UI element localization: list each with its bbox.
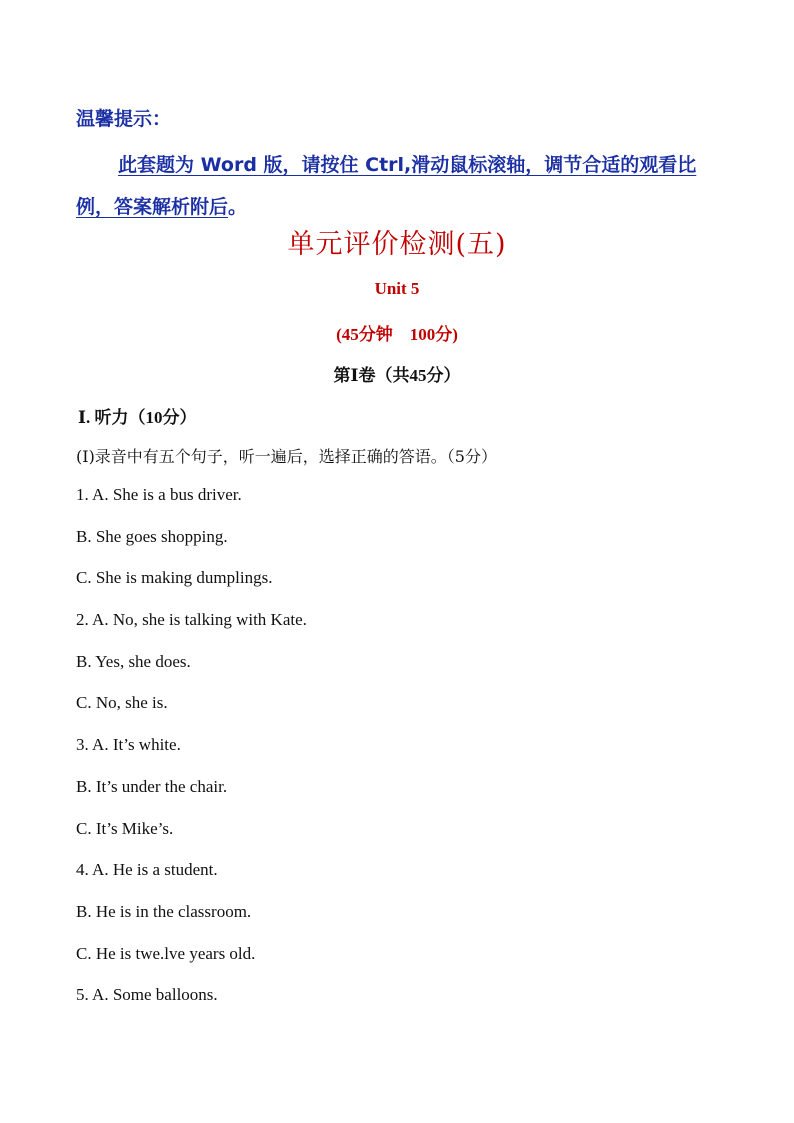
question-line: 2. A. No, she is talking with Kate. xyxy=(76,610,307,630)
question-list xyxy=(76,485,307,1027)
page-title: 单元评价检测(五) xyxy=(287,229,507,260)
section-heading: Ⅰ. 听力（10分） xyxy=(78,408,197,427)
unit-label: Unit 5 xyxy=(374,279,420,298)
question-line: 1. A. She is a bus driver. xyxy=(76,485,242,504)
section-instruction: (Ⅰ)录音中有五个句子，听一遍后，选择正确的答语。（5分） xyxy=(76,447,497,466)
question-line: B. He is in the classroom. xyxy=(76,901,252,921)
tip-end-mark: 。 xyxy=(228,196,248,218)
question-line: C. She is making dumplings. xyxy=(76,568,273,588)
question-line: C. No, she is. xyxy=(76,693,168,713)
question-line: C. It’s Mike’s. xyxy=(76,818,174,838)
question-line: B. Yes, she does. xyxy=(76,651,191,671)
time-score-label: (45分钟 100分) xyxy=(336,325,458,344)
question-line: 5. A. Some balloons. xyxy=(76,985,218,1005)
tip-title: 温馨提示： xyxy=(76,108,172,130)
tip-instruction-text: 此套题为 Word 版，请按住 Ctrl,滑动鼠标滚轴，调节合适的观看比例，答案解析附后 xyxy=(76,154,697,218)
question-line: 4. A. He is a student. xyxy=(76,860,218,880)
question-line: 3. A. It’s white. xyxy=(76,735,181,755)
part-heading: 第Ⅰ卷（共45分） xyxy=(333,366,461,385)
tip-body xyxy=(76,144,721,228)
question-line: B. She goes shopping. xyxy=(76,526,228,546)
question-line: B. It’s under the chair. xyxy=(76,776,228,796)
question-line: C. He is twe.lve years old. xyxy=(76,943,256,963)
